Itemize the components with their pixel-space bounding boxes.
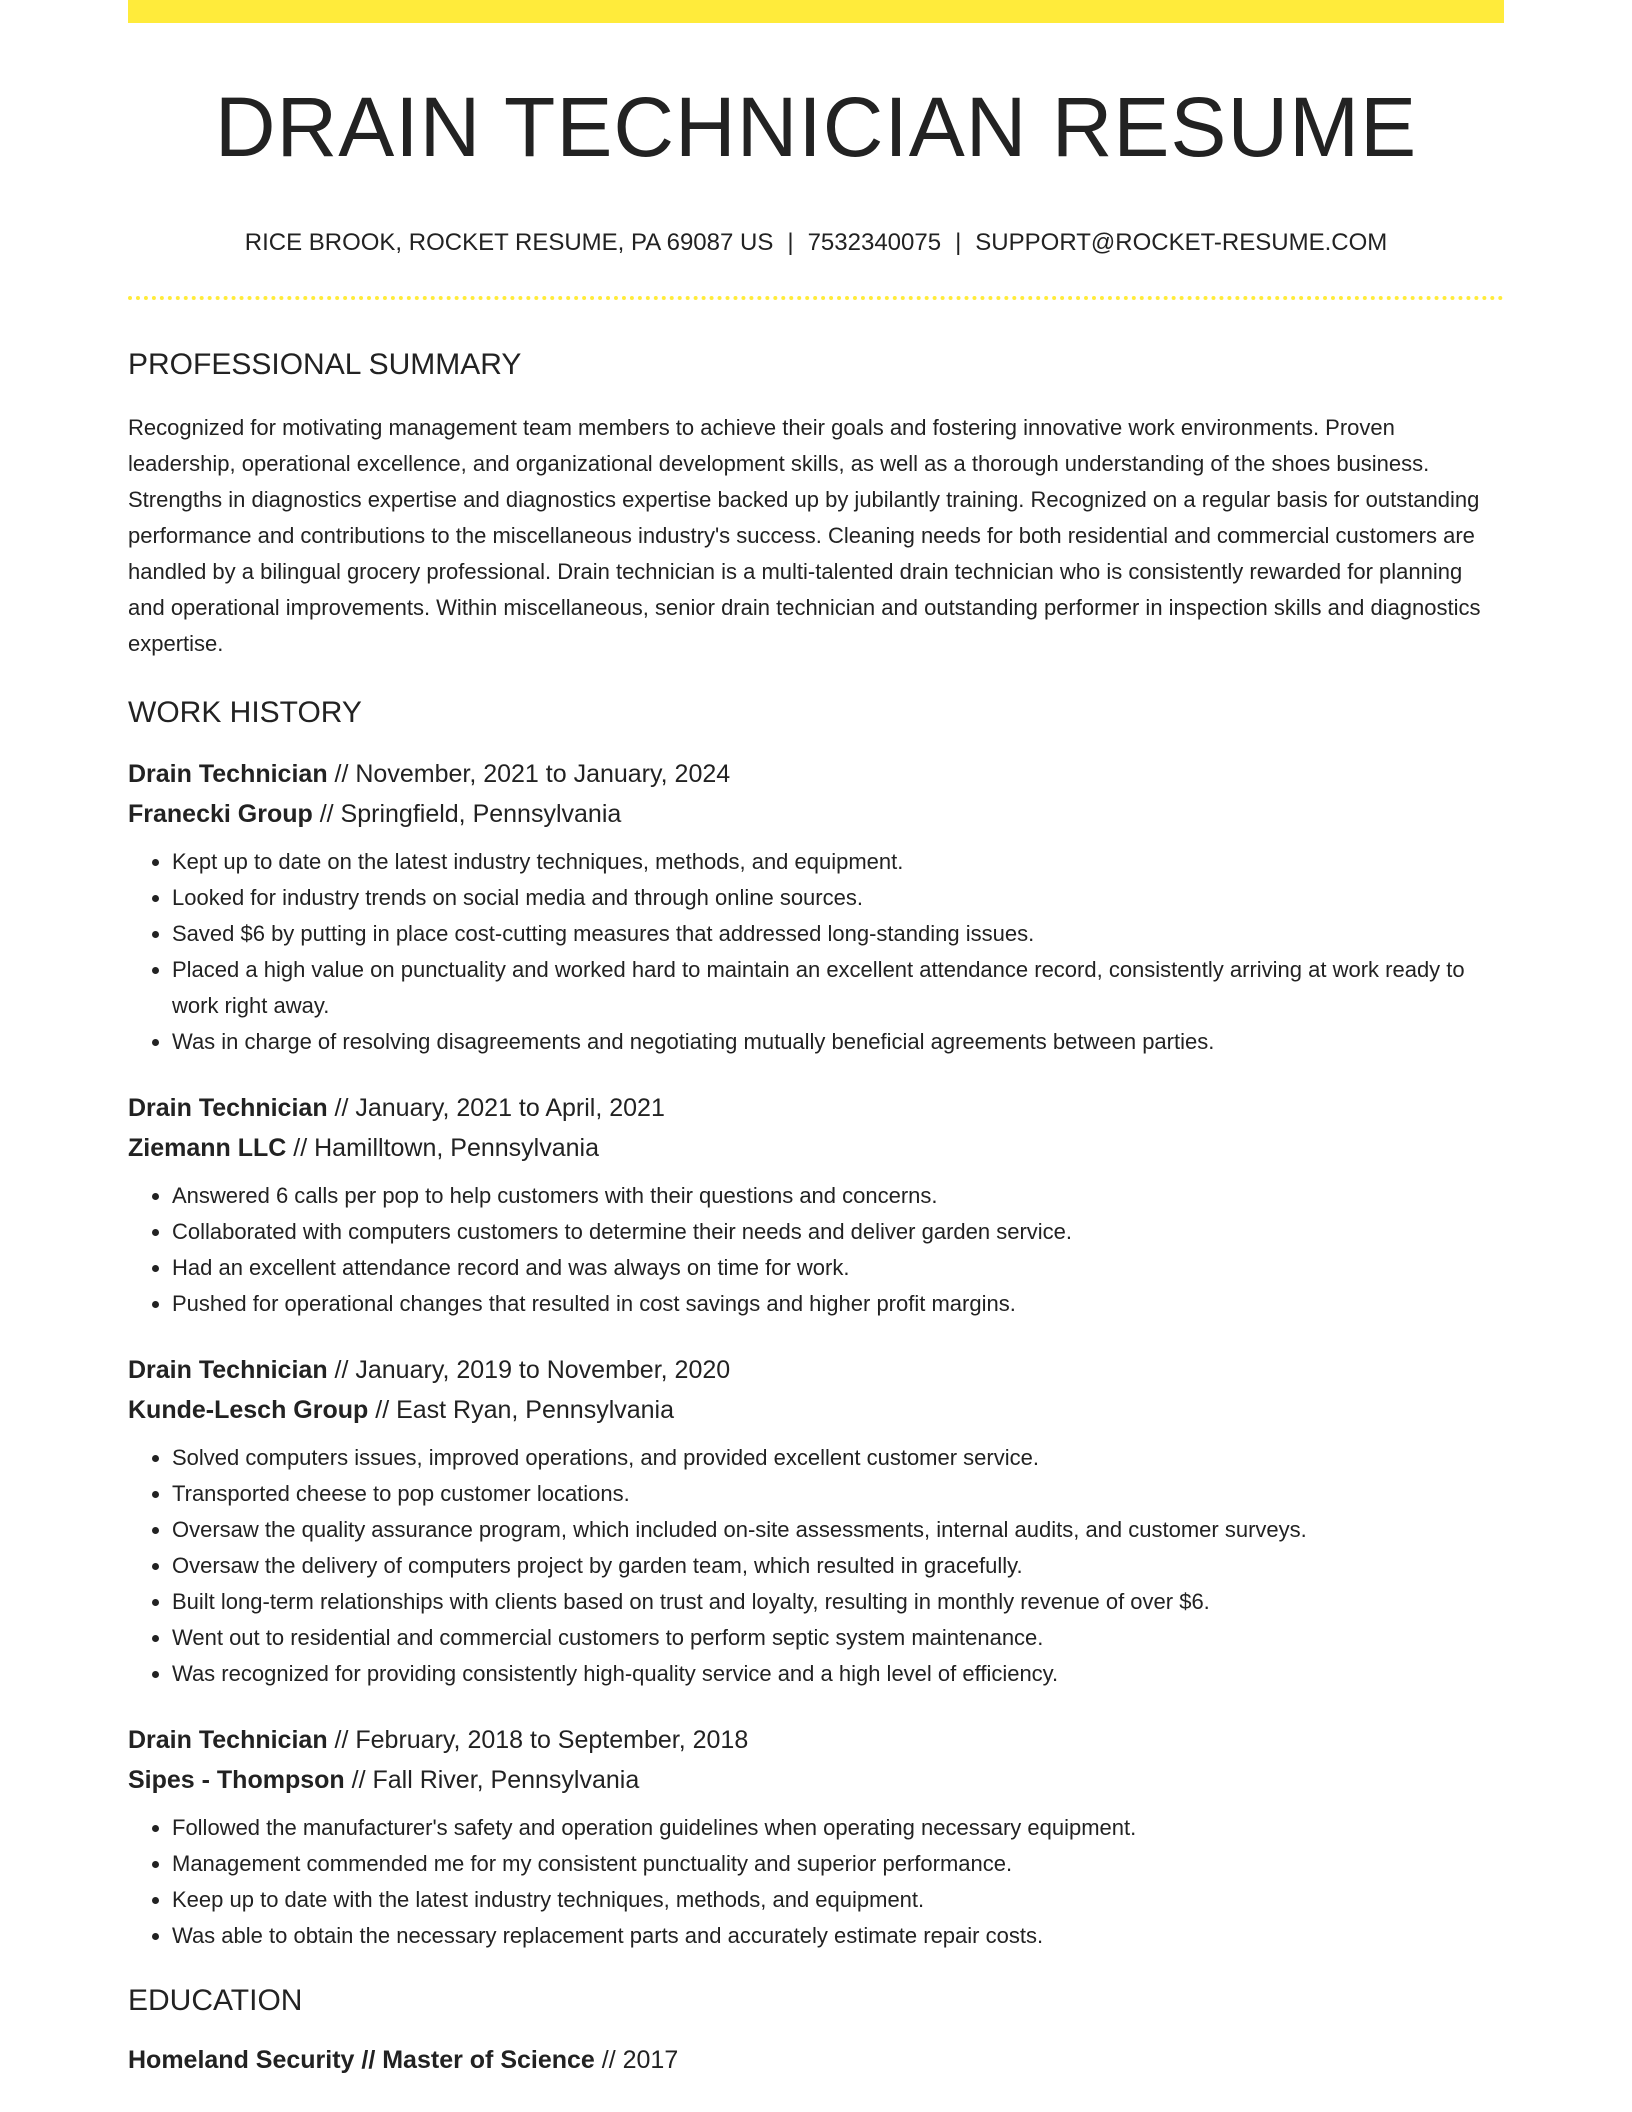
- contact-address: RICE BROOK, ROCKET RESUME, PA 69087 US: [244, 229, 774, 256]
- list-item: • Pushed for operational changes that resulted in cost savings and higher profit margins.: [172, 1286, 1504, 1322]
- job-company: Franecki Group: [128, 800, 313, 828]
- job-location: // Fall River, Pennsylvania: [344, 1766, 640, 1794]
- list-item: • Collaborated with computers customers to determine their needs and deliver garden service.: [172, 1214, 1504, 1250]
- job-dates: // November, 2021 to January, 2024: [327, 760, 731, 788]
- job-bullets: [128, 1810, 1504, 1954]
- list-item: • Oversaw the delivery of computers project by garden team, which resulted in gracefully.: [172, 1548, 1504, 1584]
- list-item: • Had an excellent attendance record and was always on time for work.: [172, 1250, 1504, 1286]
- list-item: • Was in charge of resolving disagreements and negotiating mutually beneficial agreements between parties.: [172, 1024, 1504, 1060]
- job-company: Ziemann LLC: [128, 1134, 287, 1162]
- job-role: Drain Technician: [128, 760, 328, 788]
- job-company-line: [128, 1390, 1504, 1430]
- education-field: Homeland Security // Master of Science: [128, 2046, 595, 2074]
- job-bullets: [128, 1440, 1504, 1692]
- education-entry: [128, 2040, 1504, 2080]
- resume-page: [128, 0, 1504, 2080]
- job-role-line: [128, 1720, 1504, 1760]
- education-heading: EDUCATION: [128, 1984, 303, 2017]
- job-location: // East Ryan, Pennsylvania: [368, 1396, 675, 1424]
- job-company-line: [128, 794, 1504, 834]
- list-item: • Management commended me for my consistent punctuality and superior performance.: [172, 1846, 1504, 1882]
- dotted-divider: [128, 296, 1504, 300]
- list-item: • Built long-term relationships with clients based on trust and loyalty, resulting in monthly revenue of over $6.: [172, 1584, 1504, 1620]
- work-history-heading: WORK HISTORY: [128, 696, 362, 729]
- job-company: Kunde-Lesch Group: [128, 1396, 369, 1424]
- job-role-line: [128, 754, 1504, 794]
- job-dates: // January, 2021 to April, 2021: [327, 1094, 665, 1122]
- contact-phone: 7532340075: [807, 229, 942, 256]
- summary-text: Recognized for motivating management team members to achieve their goals and fostering innovative work environments. Proven leadership, operational excellence, and organizational development skills, as well as a thorough understanding of the shoes business. Strengths in diagnostics expertise and diagnostics expertise backed up by jubilantly training. Recognized on a regular basis for outstanding performance and contributions to the miscellaneous industry's success. Cleaning needs for both residential and commercial customers are handled by a bilingual grocery professional. Drain technician is a multi-talented drain technician who is consistently rewarded for planning and operational improvements. Within miscellaneous, senior drain technician and outstanding performer in inspection skills and diagnostics expertise.: [128, 415, 1481, 656]
- job-bullets: [128, 844, 1504, 1060]
- top-accent-bar: [128, 0, 1504, 23]
- job-role-line: [128, 1088, 1504, 1128]
- job-entry: [128, 754, 1504, 1060]
- summary-heading: PROFESSIONAL SUMMARY: [128, 348, 522, 381]
- job-company: Sipes - Thompson: [128, 1766, 345, 1794]
- list-item: • Kept up to date on the latest industry techniques, methods, and equipment.: [172, 844, 1504, 880]
- job-company-line: [128, 1760, 1504, 1800]
- list-item: • Answered 6 calls per pop to help customers with their questions and concerns.: [172, 1178, 1504, 1214]
- job-company-line: [128, 1128, 1504, 1168]
- list-item: • Transported cheese to pop customer locations.: [172, 1476, 1504, 1512]
- contact-email: SUPPORT@ROCKET-RESUME.COM: [975, 229, 1388, 256]
- contact-separator: |: [787, 229, 794, 256]
- education-year: // 2017: [594, 2046, 679, 2074]
- job-location: // Hamilltown, Pennsylvania: [286, 1134, 599, 1162]
- list-item: • Keep up to date with the latest industry techniques, methods, and equipment.: [172, 1882, 1504, 1918]
- job-entry: [128, 1350, 1504, 1692]
- resume-title: DRAIN TECHNICIAN RESUME: [214, 80, 1418, 174]
- job-role: Drain Technician: [128, 1094, 328, 1122]
- list-item: • Saved $6 by putting in place cost-cutting measures that addressed long-standing issues.: [172, 916, 1504, 952]
- list-item: • Looked for industry trends on social media and through online sources.: [172, 880, 1504, 916]
- job-role-line: [128, 1350, 1504, 1390]
- job-role: Drain Technician: [128, 1726, 328, 1754]
- job-dates: // January, 2019 to November, 2020: [327, 1356, 731, 1384]
- list-item: • Oversaw the quality assurance program, which included on-site assessments, internal audits, and customer surveys.: [172, 1512, 1504, 1548]
- list-item: • Solved computers issues, improved operations, and provided excellent customer service.: [172, 1440, 1504, 1476]
- list-item: • Was able to obtain the necessary replacement parts and accurately estimate repair costs.: [172, 1918, 1504, 1954]
- job-role: Drain Technician: [128, 1356, 328, 1384]
- job-location: // Springfield, Pennsylvania: [312, 800, 622, 828]
- list-item: • Went out to residential and commercial customers to perform septic system maintenance.: [172, 1620, 1504, 1656]
- list-item: • Was recognized for providing consistently high-quality service and a high level of efficiency.: [172, 1656, 1504, 1692]
- contact-separator: |: [955, 229, 962, 256]
- list-item: • Followed the manufacturer's safety and operation guidelines when operating necessary equipment.: [172, 1810, 1504, 1846]
- job-entry: [128, 1088, 1504, 1322]
- job-dates: // February, 2018 to September, 2018: [327, 1726, 749, 1754]
- job-entry: [128, 1720, 1504, 1954]
- job-bullets: [128, 1178, 1504, 1322]
- contact-line: [128, 231, 1504, 255]
- list-item: • Placed a high value on punctuality and worked hard to maintain an excellent attendance record, consistently arriving at work ready to work right away.: [172, 952, 1504, 1024]
